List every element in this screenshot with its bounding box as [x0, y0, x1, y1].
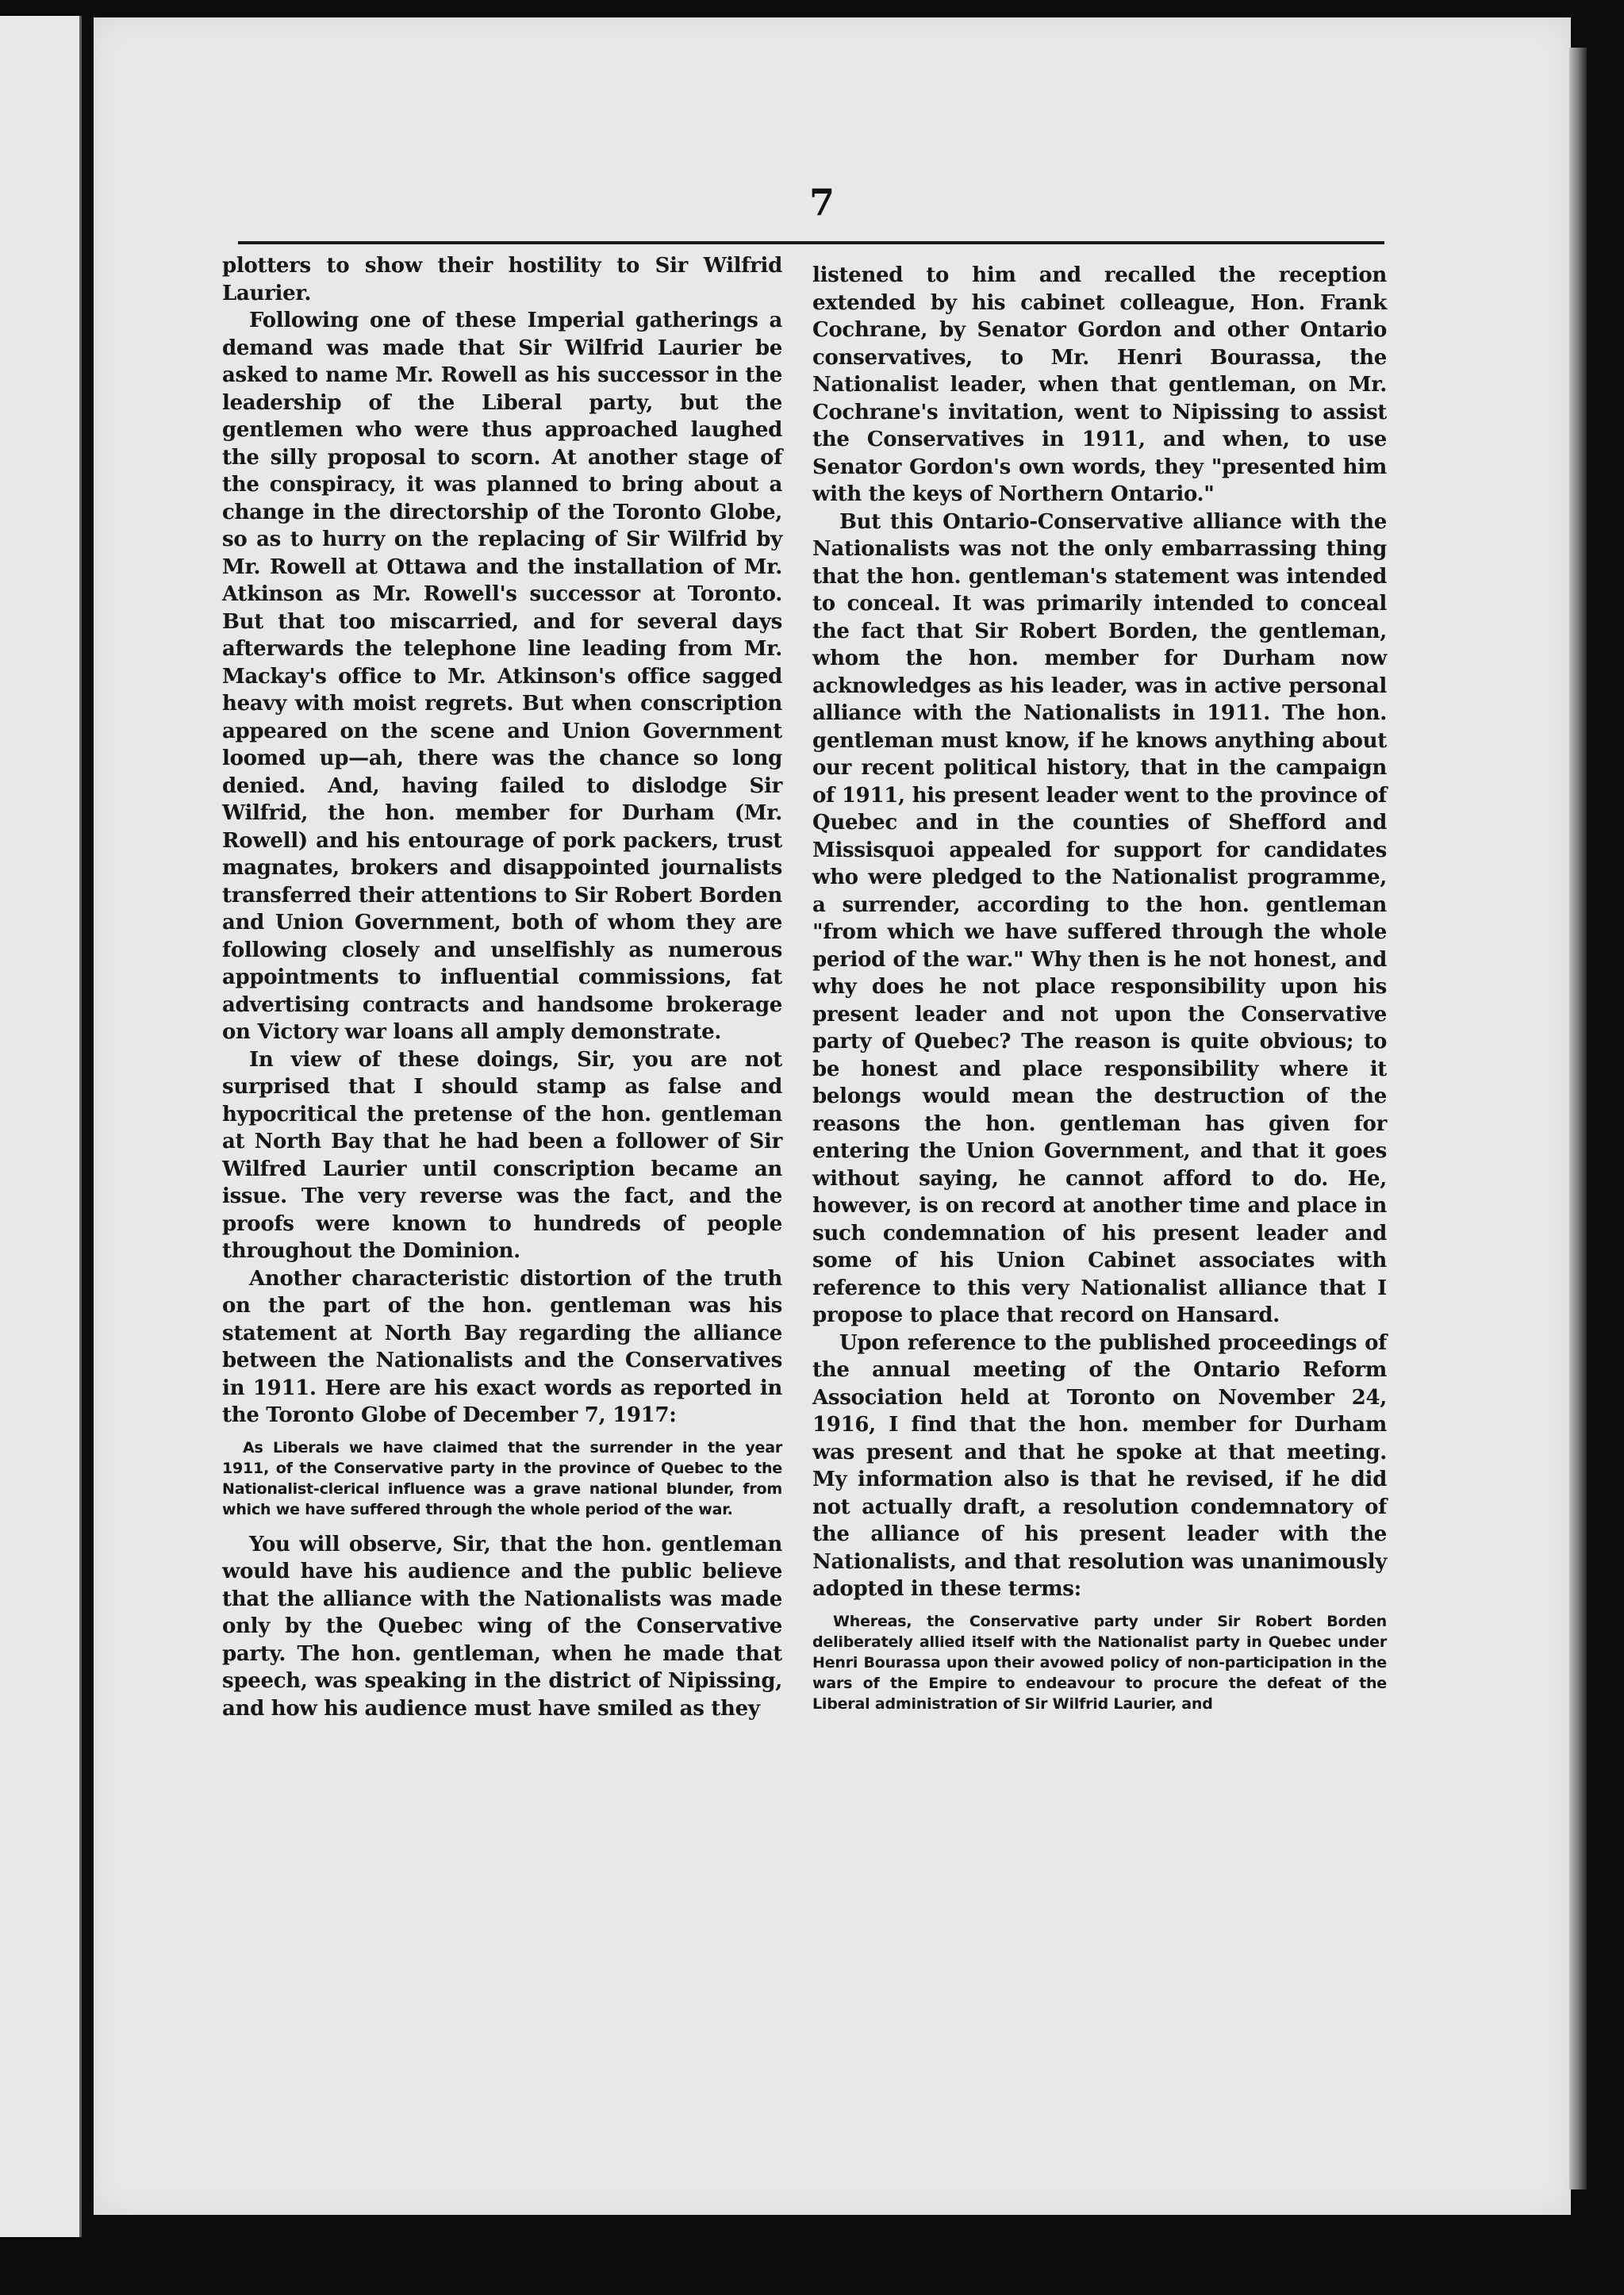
paragraph: plotters to show their hostility to Sir Wilfrid Laurier.	[222, 254, 782, 305]
previous-page-edge	[0, 16, 82, 2237]
header-rule	[238, 241, 1384, 244]
paragraph: But this Ontario-Conservative alliance with the Nationalists was not the only embarrassing thing that the hon. gentleman's statement was intended to conceal. It was primarily intended to conceal the fact that Sir Robert Borden, the gentleman, whom the hon. member for Durham now acknowledges as his leader, was in active personal alliance with the Nationalists in 1911. The hon. gentleman must know, if he knows anything about our recent political history, that in the campaign of 1911, his present leader went to the province of Quebec and in the counties of Shefford and Missisquoi appealed for support for candidates who were pledged to the Nationalist programme, a surrender, according to the hon. gentleman "from which we have suffered through the whole period of the war." Why then is he not honest, and why does he not place responsibility upon his present leader and not upon the Conservative party of Quebec? The reason is quite obvious; to be honest and place responsibility where it belongs would mean the destruction of the reasons the hon. gentleman has given for entering the Union Government, and that it goes without saying, he cannot afford to do. He, however, is on record at another time and place in such condemnation of his present leader and some of his Union Cabinet associates with reference to this very Nationalist alliance that I propose to place that record on Hansard.	[812, 509, 1387, 1327]
paragraph: Upon reference to the published proceedings of the annual meeting of the Ontario Reform Association held at Toronto on November 24, 1916, I find that the hon. member for Durham was present and that he spoke at that meeting. My information also is that he revised, if he did not actually draft, a resolution condemnatory of the alliance of his present leader with the Nationalists, and that resolution was unanimously adopted in these terms:	[812, 1330, 1387, 1601]
page-number: 7	[809, 181, 835, 224]
left-column	[222, 252, 782, 1722]
block-quote: As Liberals we have claimed that the surrender in the year 1911, of the Conservative party in the province of Quebec to the Nationalist-clerical influence was a grave national blunder, from which we have suffered through the whole period of the war.	[222, 1438, 782, 1518]
right-column	[812, 262, 1387, 1725]
paragraph: Another characteristic distortion of the truth on the part of the hon. gentleman was his statement at North Bay regarding the alliance between the Nationalists and the Conservatives in 1911. Here are his exact words as reported in the Toronto Globe of December 7, 1917:	[222, 1266, 782, 1427]
paragraph: You will observe, Sir, that the hon. gentleman would have his audience and the public believe that the alliance with the Nationalists was made only by the Quebec wing of the Conservative party. The hon. gentleman, when he made that speech, was speaking in the district of Nipissing, and how his audience must have smiled as they	[222, 1532, 782, 1721]
page-shadow-edge	[1569, 48, 1587, 2189]
paragraph: In view of these doings, Sir, you are not surprised that I should stamp as false and hypocritical the pretense of the hon. gentleman at North Bay that he had been a follower of Sir Wilfred Laurier until conscription became an issue. The very reverse was the fact, and the proofs were known to hundreds of people throughout the Dominion.	[222, 1047, 782, 1263]
paragraph: Following one of these Imperial gatherings a demand was made that Sir Wilfrid Laurier be asked to name Mr. Rowell as his successor in the leadership of the Liberal party, but the gentlemen who were thus approached laughed the silly proposal to scorn. At another stage of the conspiracy, it was planned to bring about a change in the directorship of the Toronto Globe, so as to hurry on the replacing of Sir Wilfrid by Mr. Rowell at Ottawa and the installation of Mr. Atkinson as Mr. Rowell's successor at Toronto. But that too miscarried, and for several days afterwards the telephone line leading from Mr. Mackay's office to Mr. Atkinson's office sagged heavy with moist regrets. But when conscription appeared on the scene and Union Government loomed up—ah, there was the chance so long denied. And, having failed to dislodge Sir Wilfrid, the hon. member for Durham (Mr. Rowell) and his entourage of pork packers, trust magnates, brokers and disappointed journalists transferred their attentions to Sir Robert Borden and Union Government, both of whom they are following closely and unselfishly as numerous appointments to influential commissions, fat advertising contracts and handsome brokerage on Victory war loans all amply demonstrate.	[222, 309, 782, 1044]
paragraph: listened to him and recalled the reception extended by his cabinet colleague, Hon. Frank Cochrane, by Senator Gordon and other Ontario conservatives, to Mr. Henri Bourassa, the Nationalist leader, when that gentleman, on Mr. Cochrane's invitation, went to Nipissing to assist the Conservatives in 1911, and when, to use Senator Gordon's own words, they "presented him with the keys of Northern Ontario."	[812, 263, 1387, 506]
block-quote: Whereas, the Conservative party under Sir Robert Borden deliberately allied itself with the Nationalist party in Quebec under Henri Bourassa upon their avowed policy of non-participation in the wars of the Empire to endeavour to procure the defeat of the Liberal administration of Sir Wilfrid Laurier, and	[812, 1612, 1387, 1713]
